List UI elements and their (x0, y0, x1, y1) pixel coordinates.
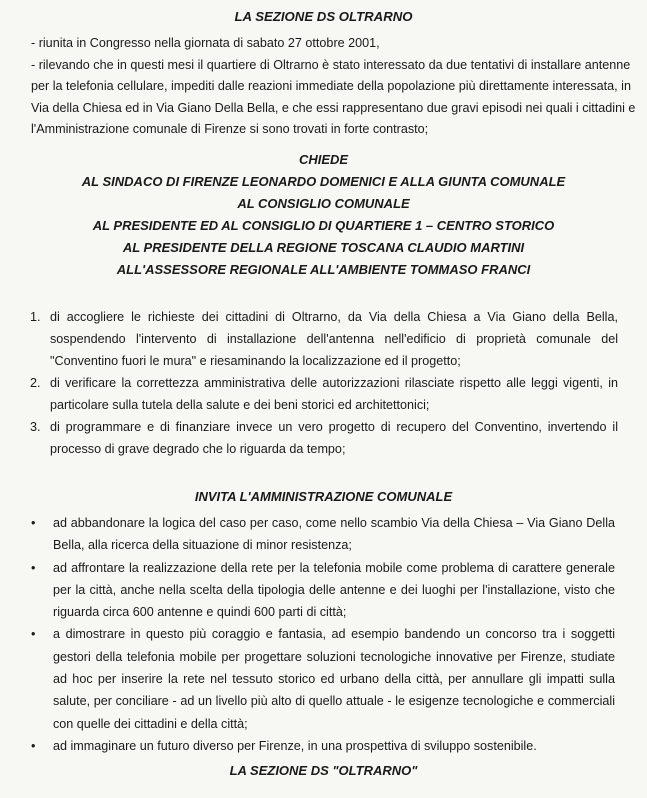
requests-list (30, 306, 618, 460)
invitation-text: a dimostrare in questo più coraggio e fantasia, ad esempio bandendo un concorso tra i soggetti gestori della telefonia mobile per progettare soluzioni tecnologiche innovative per Firenze, studiate ad hoc per inserire la rete nel tessuto storico ed urbano della città, per annullare gli impatti sulla salute, per conciliare - ad un livello più alto di quello attuale - le esigenze tecnologiche e commerciali con quelle dei cittadini e della città; (53, 627, 615, 731)
invitation-item (31, 557, 615, 624)
signature: LA SEZIONE DS "OLTRARNO" (229, 763, 418, 778)
addressees-block (0, 149, 647, 281)
request-item (30, 416, 618, 460)
addressee-assessore: ALL'ASSESSORE REGIONALE ALL'AMBIENTE TOMMASO FRANCI (116, 262, 531, 277)
request-text: di verificare la correttezza amministrativa delle autorizzazioni rilasciate rispetto alle leggi vigenti, in particolare sulla tutela della salute e dei beni storici ed architettonici; (50, 376, 618, 412)
request-number: 3. (30, 420, 41, 434)
document-title: LA SEZIONE DS OLTRARNO (234, 9, 413, 24)
request-number: 2. (30, 376, 41, 390)
addressee-sindaco: AL SINDACO DI FIRENZE LEONARDO DOMENICI E ALLA GIUNTA COMUNALE (81, 174, 566, 189)
request-text: di accogliere le richieste dei cittadini di Oltrarno, da Via della Chiesa a Via Giano della Bella, sospendendo l'intervento di installazione dell'antenna nell'edificio di proprietà comunale del "Conventino fuori le mura" e riesaminando la localizzazione ed il progetto; (50, 310, 618, 368)
invitation-text: ad affrontare la realizzazione della rete per la telefonia mobile come problema di carattere generale per la città, anche nella scelta della tipologia delle antenne e dei luoghi per l'installazione, visto che riguarda circa 600 antenne e quindi 600 parti di città; (53, 560, 615, 620)
request-item (30, 306, 618, 372)
invitation-text: ad immaginare un futuro diverso per Firenze, in una prospettiva di sviluppo sostenibile. (53, 738, 537, 753)
request-text: di programmare e di finanziare invece un vero progetto di recupero del Conventino, invertendo il processo di grave degrado che lo riguarda da tempo; (50, 420, 618, 456)
addressee-consiglio: AL CONSIGLIO COMUNALE (237, 196, 410, 211)
heading-invita: INVITA L'AMMINISTRAZIONE COMUNALE (194, 489, 453, 504)
addressee-regione: AL PRESIDENTE DELLA REGIONE TOSCANA CLAUDIO MARTINI (122, 240, 525, 255)
addressee-quartiere: AL PRESIDENTE ED AL CONSIGLIO DI QUARTIERE 1 – CENTRO STORICO (92, 218, 555, 233)
intro-block (31, 33, 637, 141)
intro-line-congress: - riunita in Congresso nella giornata di sabato 27 ottobre 2001, (31, 36, 380, 50)
bullet-icon: • (31, 560, 36, 575)
bullet-icon: • (31, 738, 36, 753)
invitations-list (31, 512, 615, 757)
invitation-item (31, 623, 615, 734)
bullet-icon: • (31, 627, 36, 642)
intro-line-antennas: - rilevando che in questi mesi il quartiere di Oltrarno è stato interessato da due tentativi di installare antenne per la telefonia cellulare, impediti dalle reazioni immediate della popolazione più direttamente interessata, in Via della Chiesa ed in Via Giano Della Bella, e che essi rappresentano due gravi episodi nei quali i cittadini e l'Amministrazione comunale di Firenze si sono trovati in forte contrasto; (31, 57, 636, 136)
invitation-text: ad abbandonare la logica del caso per caso, come nello scambio Via della Chiesa – Via Giano Della Bella, alla ricerca della situazione di minor resistenza; (53, 516, 615, 553)
invitation-item (31, 512, 615, 557)
invitation-item (31, 735, 615, 757)
bullet-icon: • (31, 516, 36, 530)
heading-chiede: CHIEDE (298, 152, 349, 167)
request-number: 1. (30, 310, 41, 324)
request-item (30, 372, 618, 416)
